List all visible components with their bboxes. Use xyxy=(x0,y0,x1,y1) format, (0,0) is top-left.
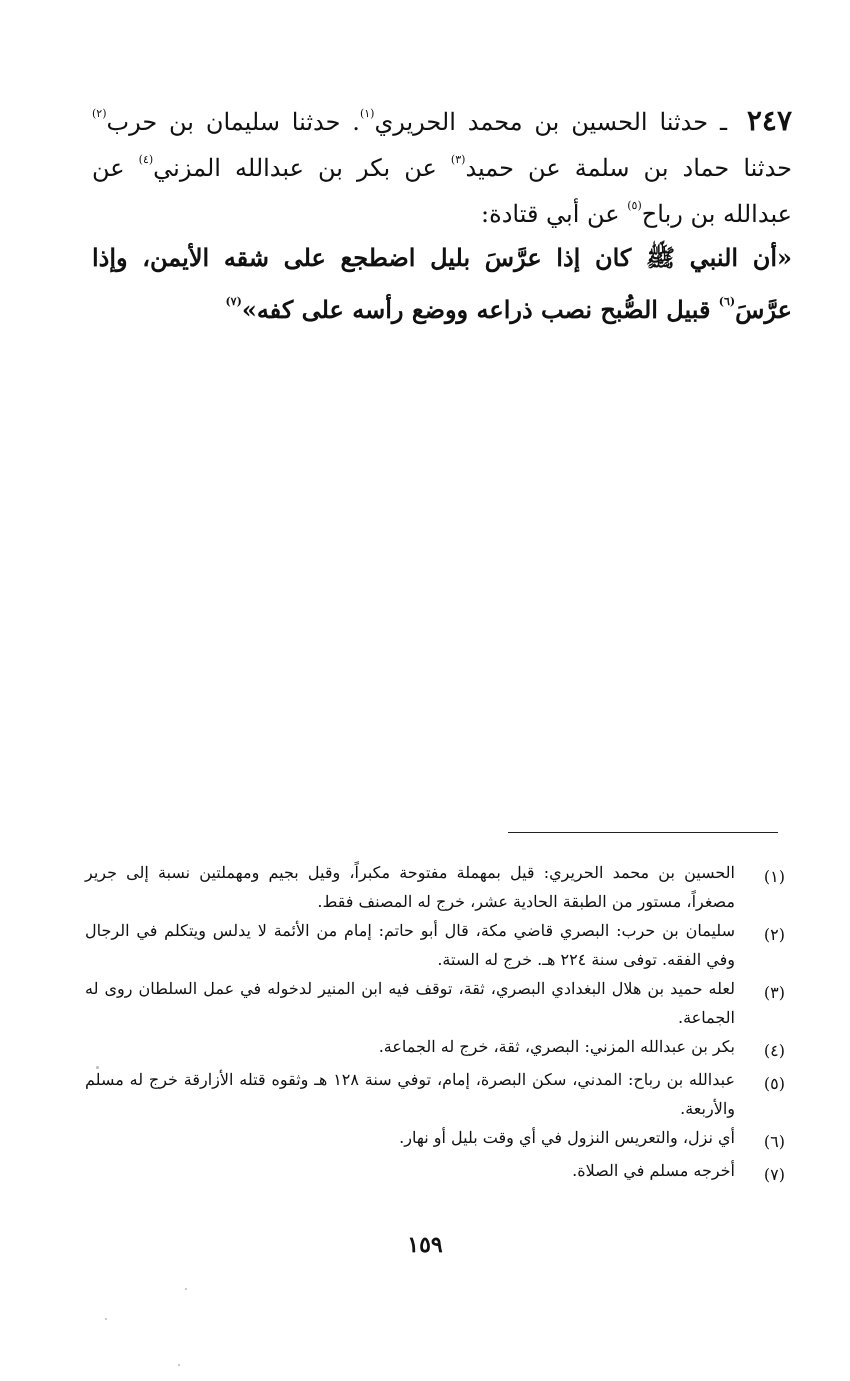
footnote-number: (٥) xyxy=(763,1074,785,1093)
chain-text-3: حدثنا حماد بن سلمة عن حميد xyxy=(465,154,792,182)
scan-speck xyxy=(105,1318,107,1320)
chain-text-2: . حدثنا سليمان بن حرب xyxy=(106,108,360,136)
chain-text-6: عن أبي قتادة: xyxy=(481,200,628,228)
footnote-item xyxy=(85,858,785,916)
footnote-ref-1[interactable]: (١) xyxy=(359,107,375,120)
footnote-text: أخرجه مسلم في الصلاة. xyxy=(572,1161,735,1180)
chain-text-5: عن عبدالله بن رباح xyxy=(92,154,792,228)
footnote-number: (١) xyxy=(763,867,785,886)
hadith-number: ٢٤٧ xyxy=(746,104,792,137)
hadith-text xyxy=(92,232,792,336)
footnote-text: لعله حميد بن هلال البغدادي البصري، ثقة، توقف فيه ابن المنير لدخوله في عمل السلطان روى له الجماعة. xyxy=(85,979,735,1027)
footnote-text: بكر بن عبدالله المزني: البصري، ثقة، خرج له الجماعة. xyxy=(378,1037,735,1056)
footnote-text: الحسين بن محمد الحريري: قيل بمهملة مفتوحة مكبراً، وقيل بجيم ومهملتين نسبة إلى جرير مصغراً، مستور من الطبقة الحادية عشر، خرج له المصنف فقط. xyxy=(85,863,735,911)
footnote-number: (٣) xyxy=(763,983,785,1002)
hadith-text-part-2: قبيل الصُّبح نصب ذراعه ووضع رأسه على كفه» xyxy=(241,295,719,324)
hadith-chain xyxy=(92,98,792,237)
footnote-item xyxy=(85,1123,785,1156)
footnote-item xyxy=(85,916,785,974)
footnote-item xyxy=(85,1032,785,1065)
footnote-text: أي نزل، والتعريس النزول في أي وقت بليل أو نهار. xyxy=(399,1128,735,1147)
footnote-text: عبدالله بن رباح: المدني، سكن البصرة، إمام، توفي سنة ١٢٨ هـ وثقوه قتله الأزارقة خرج له مسلم والأربعة. xyxy=(85,1070,736,1118)
hadith-text-part-1: «أن النبي ﷺ كان إذا عرَّسَ بليل اضطجع على شقه الأيمن، وإذا عرَّسَ xyxy=(92,243,792,324)
footnote-number: (٤) xyxy=(763,1041,785,1060)
footnote-number: (٦) xyxy=(763,1132,785,1151)
page-number: ١٥٩ xyxy=(407,1232,443,1258)
scan-speck xyxy=(96,1066,99,1069)
footnote-text: سليمان بن حرب: البصري قاضي مكة، قال أبو حاتم: إمام من الأئمة لا يدلس ويتكلم في الرجال وفي الفقه. توفى سنة ٢٢٤ هـ. خرج له الستة. xyxy=(85,921,735,969)
footnote-number: (٢) xyxy=(763,925,785,944)
chain-text-4: عن بكر بن عبدالله المزني xyxy=(153,154,451,182)
footnotes xyxy=(85,858,785,1189)
hadith-dash: ـ xyxy=(719,108,728,136)
scan-speck xyxy=(178,1364,180,1366)
footnote-ref-2[interactable]: (٢) xyxy=(92,107,107,120)
footnote-ref-6[interactable]: (٦) xyxy=(718,295,736,308)
footnote-divider xyxy=(508,832,778,833)
footnote-item xyxy=(85,1156,785,1189)
footnote-item xyxy=(85,974,785,1032)
footnote-ref-3[interactable]: (٣) xyxy=(450,153,466,166)
footnote-ref-7[interactable]: (٧) xyxy=(225,295,242,308)
footnote-item xyxy=(85,1065,785,1123)
chain-text-1: حدثنا الحسين بن محمد الحريري xyxy=(374,108,709,136)
footnote-ref-4[interactable]: (٤) xyxy=(138,153,154,166)
footnote-number: (٧) xyxy=(763,1165,785,1184)
scan-speck xyxy=(185,1288,187,1290)
footnote-ref-5[interactable]: (٥) xyxy=(627,199,642,212)
